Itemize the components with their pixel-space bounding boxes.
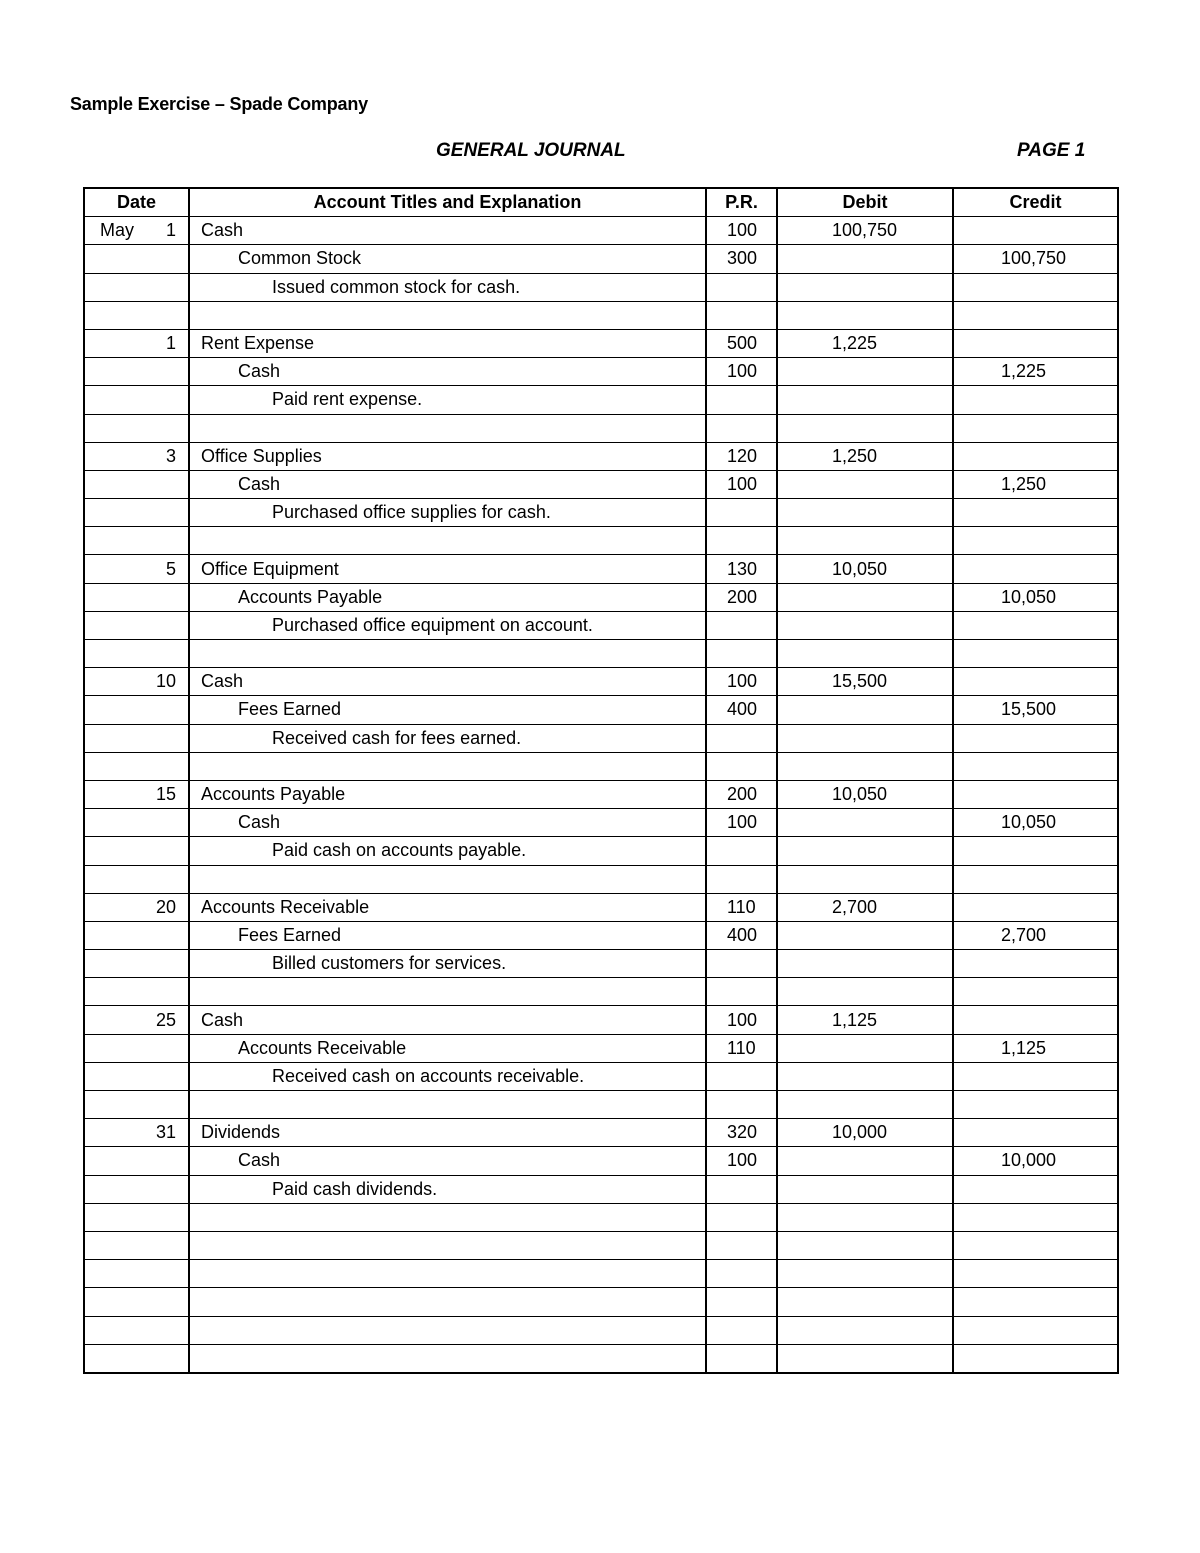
date-cell [84,696,189,724]
debit-amount [777,1034,953,1062]
empty-cell [189,301,706,329]
empty-cell [777,1203,953,1231]
date-month: May [100,220,135,241]
journal-debit-row [84,668,1118,696]
empty-cell [84,1288,189,1316]
journal-explanation-row [84,837,1118,865]
entry-explanation: Billed customers for services. [189,950,706,978]
empty-cell [777,865,953,893]
debit-account-title: Accounts Receivable [189,893,706,921]
credit-amount [953,273,1118,301]
credit-account-title: Accounts Receivable [189,1034,706,1062]
entry-explanation: Paid cash dividends. [189,1175,706,1203]
date-day: 25 [155,1009,176,1030]
column-header-account: Account Titles and Explanation [189,188,706,217]
debit-amount [777,921,953,949]
credit-account-title: Cash [189,470,706,498]
credit-amount [953,217,1118,245]
empty-cell [953,1288,1118,1316]
journal-debit-row [84,442,1118,470]
general-journal-table [83,187,1119,1374]
debit-amount: 1,250 [777,442,953,470]
journal-credit-row [84,809,1118,837]
credit-account-title: Common Stock [189,245,706,273]
empty-cell [189,865,706,893]
debit-amount: 1,125 [777,1006,953,1034]
journal-blank-row [84,978,1118,1006]
debit-amount [777,1175,953,1203]
posting-reference: 200 [706,780,777,808]
empty-cell [777,1288,953,1316]
credit-amount [953,499,1118,527]
empty-cell [777,527,953,555]
table-header-row [84,188,1118,217]
journal-blank-row [84,1344,1118,1373]
debit-amount: 15,500 [777,668,953,696]
journal-explanation-row [84,611,1118,639]
journal-debit-row [84,217,1118,245]
empty-cell [777,1316,953,1344]
empty-cell [953,1260,1118,1288]
date-cell [84,470,189,498]
entry-explanation: Paid rent expense. [189,386,706,414]
date-cell [84,1119,189,1147]
empty-cell [706,1091,777,1119]
posting-reference [706,499,777,527]
date-day: 15 [155,784,176,805]
column-header-date: Date [84,188,189,217]
journal-title: GENERAL JOURNAL [436,140,626,161]
date-cell [84,386,189,414]
credit-amount [953,329,1118,357]
empty-cell [189,640,706,668]
debit-account-title: Rent Expense [189,329,706,357]
journal-debit-row [84,555,1118,583]
column-header-debit: Debit [777,188,953,217]
empty-cell [706,1344,777,1373]
date-cell [84,583,189,611]
credit-amount [953,668,1118,696]
debit-amount [777,837,953,865]
page-number-label: PAGE 1 [1017,140,1086,161]
empty-cell [84,978,189,1006]
debit-amount [777,470,953,498]
date-cell [84,611,189,639]
posting-reference: 100 [706,358,777,386]
debit-amount [777,809,953,837]
date-cell [84,1062,189,1090]
posting-reference: 200 [706,583,777,611]
date-cell [84,555,189,583]
empty-cell [706,640,777,668]
debit-amount: 10,000 [777,1119,953,1147]
empty-cell [189,1316,706,1344]
empty-cell [953,1203,1118,1231]
posting-reference: 100 [706,470,777,498]
empty-cell [84,865,189,893]
empty-cell [706,1316,777,1344]
posting-reference: 110 [706,1034,777,1062]
credit-amount: 1,125 [953,1034,1118,1062]
empty-cell [84,1344,189,1373]
debit-amount [777,358,953,386]
journal-debit-row [84,1119,1118,1147]
date-cell [84,921,189,949]
date-day: 1 [165,333,176,354]
empty-cell [84,301,189,329]
date-cell [84,273,189,301]
empty-cell [189,978,706,1006]
empty-cell [84,1231,189,1259]
empty-cell [953,1316,1118,1344]
posting-reference: 100 [706,809,777,837]
debit-amount: 10,050 [777,780,953,808]
empty-cell [777,1260,953,1288]
journal-blank-row [84,1231,1118,1259]
posting-reference: 120 [706,442,777,470]
date-cell [84,893,189,921]
empty-cell [189,1288,706,1316]
date-cell [84,1147,189,1175]
posting-reference: 500 [706,329,777,357]
journal-credit-row [84,1034,1118,1062]
posting-reference [706,1175,777,1203]
journal-credit-row [84,583,1118,611]
document-title: Sample Exercise – Spade Company [70,94,368,114]
posting-reference [706,950,777,978]
credit-amount [953,950,1118,978]
journal-explanation-row [84,950,1118,978]
credit-amount: 2,700 [953,921,1118,949]
journal-blank-row [84,1288,1118,1316]
column-header-credit: Credit [953,188,1118,217]
posting-reference [706,837,777,865]
debit-account-title: Office Equipment [189,555,706,583]
date-cell [84,724,189,752]
journal-credit-row [84,470,1118,498]
journal-explanation-row [84,386,1118,414]
debit-amount: 2,700 [777,893,953,921]
empty-cell [189,1260,706,1288]
credit-amount [953,893,1118,921]
credit-amount: 10,050 [953,583,1118,611]
date-cell [84,809,189,837]
credit-account-title: Fees Earned [189,696,706,724]
journal-debit-row [84,1006,1118,1034]
debit-amount [777,273,953,301]
journal-debit-row [84,893,1118,921]
credit-amount [953,442,1118,470]
date-cell [84,950,189,978]
empty-cell [777,1344,953,1373]
journal-blank-row [84,301,1118,329]
entry-explanation: Issued common stock for cash. [189,273,706,301]
posting-reference: 400 [706,696,777,724]
date-cell [84,837,189,865]
debit-amount: 100,750 [777,217,953,245]
date-cell [84,245,189,273]
journal-debit-row [84,329,1118,357]
empty-cell [953,978,1118,1006]
empty-cell [84,640,189,668]
debit-amount [777,386,953,414]
empty-cell [953,1344,1118,1373]
date-day: 1 [165,220,176,241]
debit-account-title: Dividends [189,1119,706,1147]
entry-explanation: Received cash on accounts receivable. [189,1062,706,1090]
empty-cell [706,865,777,893]
empty-cell [953,1231,1118,1259]
empty-cell [189,527,706,555]
date-cell [84,442,189,470]
posting-reference: 100 [706,1147,777,1175]
journal-credit-row [84,358,1118,386]
debit-amount: 10,050 [777,555,953,583]
empty-cell [706,301,777,329]
posting-reference [706,724,777,752]
journal-blank-row [84,1260,1118,1288]
debit-amount [777,245,953,273]
date-day: 20 [155,896,176,917]
date-cell [84,668,189,696]
debit-amount [777,950,953,978]
date-cell [84,329,189,357]
empty-cell [953,527,1118,555]
entry-explanation: Purchased office supplies for cash. [189,499,706,527]
date-cell [84,1175,189,1203]
credit-amount [953,1175,1118,1203]
journal-body [84,217,1118,1373]
journal-blank-row [84,752,1118,780]
credit-amount [953,611,1118,639]
empty-cell [189,414,706,442]
date-cell [84,1034,189,1062]
journal-explanation-row [84,1175,1118,1203]
empty-cell [706,1231,777,1259]
journal-blank-row [84,865,1118,893]
empty-cell [189,1231,706,1259]
empty-cell [189,1091,706,1119]
posting-reference: 400 [706,921,777,949]
debit-account-title: Accounts Payable [189,780,706,808]
empty-cell [189,752,706,780]
credit-amount: 15,500 [953,696,1118,724]
date-cell [84,780,189,808]
posting-reference: 130 [706,555,777,583]
empty-cell [84,527,189,555]
empty-cell [777,1091,953,1119]
empty-cell [777,414,953,442]
empty-cell [953,301,1118,329]
debit-amount [777,1147,953,1175]
journal-blank-row [84,1316,1118,1344]
credit-account-title: Cash [189,358,706,386]
date-day: 3 [165,445,176,466]
debit-amount [777,1062,953,1090]
debit-account-title: Cash [189,668,706,696]
empty-cell [706,752,777,780]
journal-explanation-row [84,724,1118,752]
credit-amount [953,1062,1118,1090]
posting-reference: 300 [706,245,777,273]
empty-cell [84,752,189,780]
entry-explanation: Paid cash on accounts payable. [189,837,706,865]
credit-amount [953,386,1118,414]
empty-cell [953,752,1118,780]
date-day: 10 [155,671,176,692]
empty-cell [953,414,1118,442]
empty-cell [706,978,777,1006]
journal-credit-row [84,921,1118,949]
credit-account-title: Accounts Payable [189,583,706,611]
posting-reference: 100 [706,1006,777,1034]
entry-explanation: Received cash for fees earned. [189,724,706,752]
journal-blank-row [84,1203,1118,1231]
date-cell [84,1006,189,1034]
journal-blank-row [84,414,1118,442]
date-cell [84,217,189,245]
empty-cell [777,301,953,329]
empty-cell [84,414,189,442]
credit-amount [953,1006,1118,1034]
credit-amount [953,780,1118,808]
posting-reference [706,273,777,301]
posting-reference: 100 [706,668,777,696]
credit-account-title: Cash [189,809,706,837]
debit-amount [777,611,953,639]
empty-cell [953,1091,1118,1119]
empty-cell [706,414,777,442]
posting-reference [706,611,777,639]
empty-cell [706,527,777,555]
empty-cell [953,865,1118,893]
debit-account-title: Cash [189,217,706,245]
empty-cell [84,1316,189,1344]
empty-cell [706,1203,777,1231]
date-cell [84,358,189,386]
journal-blank-row [84,1091,1118,1119]
date-cell [84,499,189,527]
credit-amount [953,555,1118,583]
journal-explanation-row [84,499,1118,527]
journal-credit-row [84,696,1118,724]
journal-credit-row [84,245,1118,273]
posting-reference: 320 [706,1119,777,1147]
credit-amount [953,837,1118,865]
journal-blank-row [84,640,1118,668]
debit-account-title: Office Supplies [189,442,706,470]
empty-cell [84,1203,189,1231]
date-day: 5 [165,558,176,579]
journal-blank-row [84,527,1118,555]
empty-cell [84,1260,189,1288]
debit-account-title: Cash [189,1006,706,1034]
date-day: 31 [155,1122,176,1143]
empty-cell [777,1231,953,1259]
posting-reference: 100 [706,217,777,245]
journal-explanation-row [84,273,1118,301]
credit-account-title: Fees Earned [189,921,706,949]
credit-amount: 1,225 [953,358,1118,386]
entry-explanation: Purchased office equipment on account. [189,611,706,639]
empty-cell [706,1260,777,1288]
credit-amount [953,1119,1118,1147]
empty-cell [189,1344,706,1373]
debit-amount [777,724,953,752]
debit-amount [777,696,953,724]
empty-cell [706,1288,777,1316]
journal-credit-row [84,1147,1118,1175]
debit-amount [777,583,953,611]
credit-amount [953,724,1118,752]
empty-cell [84,1091,189,1119]
journal-explanation-row [84,1062,1118,1090]
credit-amount: 10,050 [953,809,1118,837]
empty-cell [189,1203,706,1231]
credit-account-title: Cash [189,1147,706,1175]
credit-amount: 1,250 [953,470,1118,498]
journal-debit-row [84,780,1118,808]
empty-cell [953,640,1118,668]
posting-reference [706,386,777,414]
credit-amount: 10,000 [953,1147,1118,1175]
empty-cell [777,752,953,780]
posting-reference [706,1062,777,1090]
credit-amount: 100,750 [953,245,1118,273]
debit-amount [777,499,953,527]
empty-cell [777,978,953,1006]
debit-amount: 1,225 [777,329,953,357]
empty-cell [777,640,953,668]
column-header-pr: P.R. [706,188,777,217]
posting-reference: 110 [706,893,777,921]
